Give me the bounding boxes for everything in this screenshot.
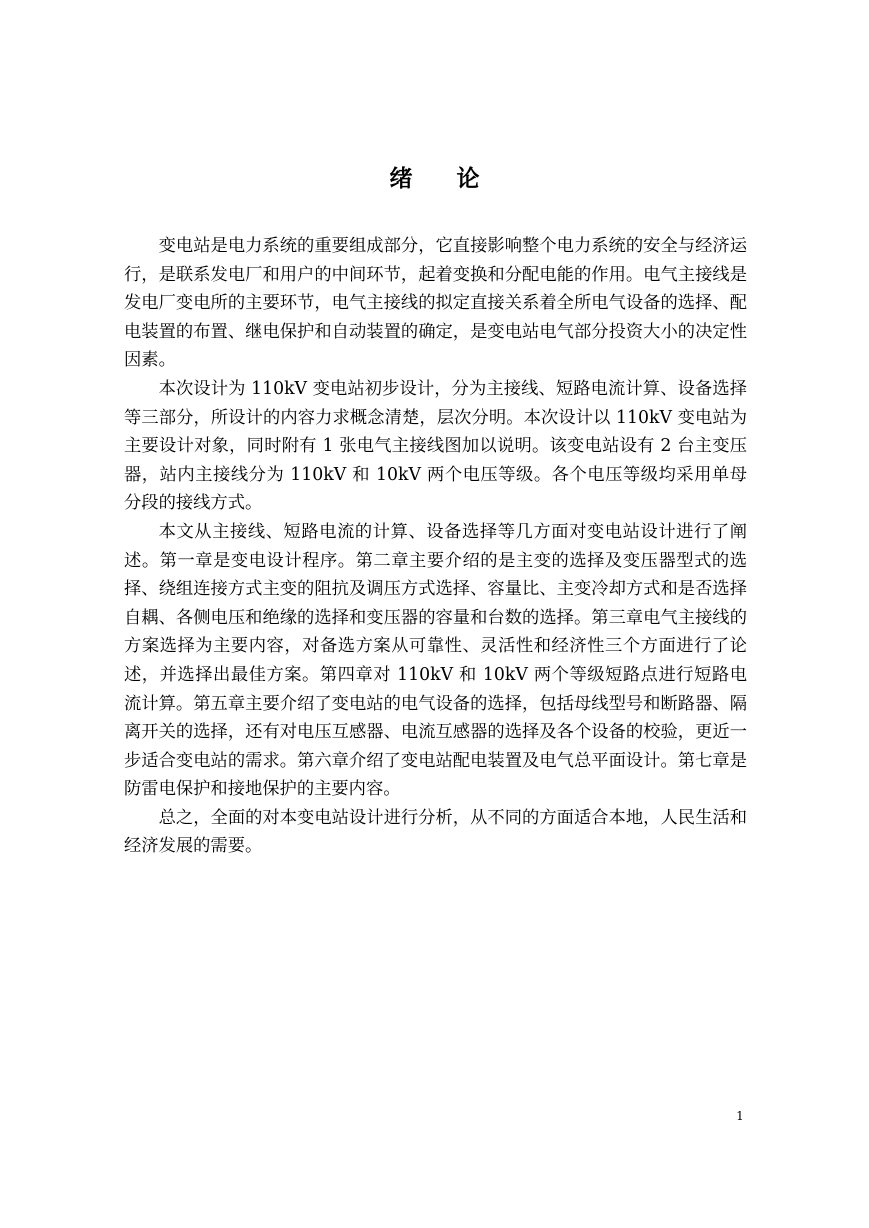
page-title: 绪 论 xyxy=(389,166,498,192)
paragraph: 本文从主接线、短路电流的计算、设备选择等几方面对变电站设计进行了阐述。第一章是变电设计程序。第二章主要介绍的是主变的选择及变压器型式的选择、绕组连接方式主变的阻抗及调压方式选择、容量比、主变冷却方式和是否选择自耦、各侧电压和绝缘的选择和变压器的容量和台数的选择。第三章电气主接线的方案选择为主要内容，对备选方案从可靠性、灵活性和经济性三个方面进行了论述，并选择出最佳方案。第四章对 110kV 和 10kV 两个等级短路点进行短路电流计算。第五章主要介绍了变电站的电气设备的选择，包括母线型号和断路器、隔离开关的选择，还有对电压互感器、电流互感器的选择及各个设备的校验，更近一步适合变电站的需求。第六章介绍了变电站配电装置及电气总平面设计。第七章是防雷电保护和接地保护的主要内容。 xyxy=(124,521,747,800)
body-text xyxy=(124,232,747,861)
page-number: 1 xyxy=(736,1109,744,1123)
paragraph: 总之，全面的对本变电站设计进行分析，从不同的方面适合本地，人民生活和经济发展的需要。 xyxy=(124,807,747,857)
paragraph: 本次设计为 110kV 变电站初步设计，分为主接线、短路电流计算、设备选择等三部分，所设计的内容力求概念清楚，层次分明。本次设计以 110kV 变电站为主要设计对象，同时附有 1 张电气主接线图加以说明。该变电站设有 2 台主变压器，站内主接线分为 110kV 和 10kV 两个电压等级。各个电压等级均采用单母分段的接线方式。 xyxy=(124,378,747,514)
paragraph: 变电站是电力系统的重要组成部分，它直接影响整个电力系统的安全与经济运行，是联系发电厂和用户的中间环节，起着变换和分配电能的作用。电气主接线是发电厂变电所的主要环节，电气主接线的拟定直接关系着全所电气设备的选择、配电装置的布置、继电保护和自动装置的确定，是变电站电气部分投资大小的决定性因素。 xyxy=(124,236,747,371)
